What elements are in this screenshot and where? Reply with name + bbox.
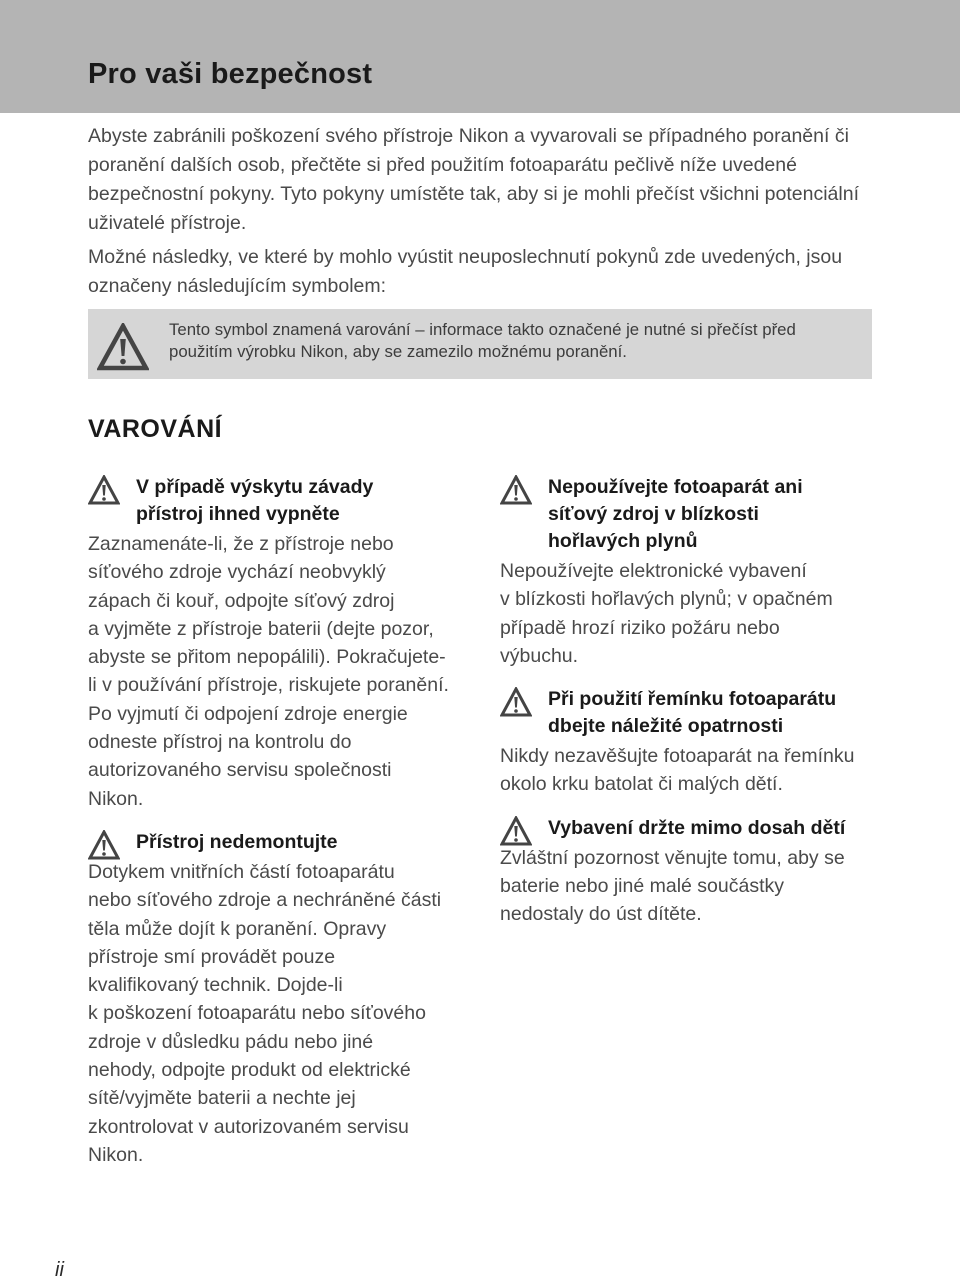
warning-item <box>500 815 890 929</box>
warning-triangle-icon <box>500 687 532 717</box>
warning-body: Zaznamenáte-li, že z přístroje nebo síťového zdroje vychází neobvyklý zápach či kouř, odpojte síťový zdroj a vyjměte z přístroje baterii (dejte pozor, abyste se přitom nepopálili). Pokračujete- li v používání přístroje, riskujete poranění. Po vyjmutí či odpojení zdroje energie odneste přístroj na kontrolu do autorizovaného servisu společnosti Nikon. <box>88 533 449 810</box>
warning-title: Přístroj nedemontujte <box>136 830 338 853</box>
warning-title: Vybavení držte mimo dosah dětí <box>548 816 846 839</box>
warning-title: V případě výskytu závady přístroj ihned vypněte <box>136 476 374 525</box>
warning-title: Při použití řemínku fotoaparátu dbejte náležité opatrnosti <box>548 688 837 738</box>
warning-item <box>500 474 890 670</box>
section-title-warning: VAROVÁNÍ <box>88 415 223 443</box>
warning-triangle-icon <box>500 816 532 846</box>
warning-item <box>88 829 468 1169</box>
warning-triangle-icon <box>97 323 149 371</box>
warning-title: Nepoužívejte fotoaparát ani síťový zdroj v blízkosti hořlavých plynů <box>548 476 803 552</box>
warning-heading <box>88 829 468 856</box>
warning-item <box>500 686 890 799</box>
page-title: Pro vaši bezpečnost <box>88 58 373 90</box>
warning-body: Nepoužívejte elektronické vybavení v blízkosti hořlavých plynů; v opačném případě hrozí riziko požáru nebo výbuchu. <box>500 560 833 667</box>
warning-triangle-icon <box>500 475 532 505</box>
warning-heading <box>500 686 890 740</box>
warnings-left-column <box>88 474 468 1185</box>
warning-body: Nikdy nezavěšujte fotoaparát na řemínku okolo krku batolat či malých dětí. <box>500 745 855 796</box>
warning-body: Zvláštní pozornost věnujte tomu, aby se baterie nebo jiné malé součástky nedostaly do úst dítěte. <box>500 846 845 926</box>
header-band <box>0 0 960 113</box>
intro-paragraph-2: Možné následky, ve které by mohlo vyústit neuposlechnutí pokynů zde uvedených, jsou označeny následujícím symbolem: <box>88 246 843 297</box>
notice-text: Tento symbol znamená varování – informace takto označené je nutné si přečíst před použitím výrobku Nikon, aby se zamezilo možnému poranění. <box>169 320 796 361</box>
warning-triangle-icon <box>88 830 120 860</box>
warnings-right-column <box>500 474 890 945</box>
page-number: ii <box>55 1259 64 1281</box>
warning-heading <box>88 474 468 528</box>
intro-paragraph-1: Abyste zabránili poškození svého přístroje Nikon a vyvarovali se případného poranění či poranění dalších osob, přečtěte si před použitím fotoaparátu pečlivě níže uvedené bezpečnostní pokyny. Tyto pokyny umístěte tak, aby si je mohli přečíst všichni potenciální uživatelé přístroje. <box>88 125 860 234</box>
warning-triangle-icon <box>88 475 120 505</box>
warning-heading <box>500 474 890 555</box>
warning-body: Dotykem vnitřních částí fotoaparátu nebo síťového zdroje a nechráněné části těla může dojít k poranění. Opravy přístroje smí provádět pouze kvalifikovaný technik. Dojde-li k poškození fotoaparátu nebo síťového zdroje v důsledku pádu nebo jiné nehody, odpojte produkt od elektrické sítě/vyjměte baterii a nechte jej zkontrolovat v autorizovaném servisu Nikon. <box>88 860 442 1166</box>
warning-heading <box>500 815 890 842</box>
warning-item <box>88 474 468 813</box>
warning-symbol-notice <box>88 309 872 379</box>
intro-text <box>88 122 878 306</box>
